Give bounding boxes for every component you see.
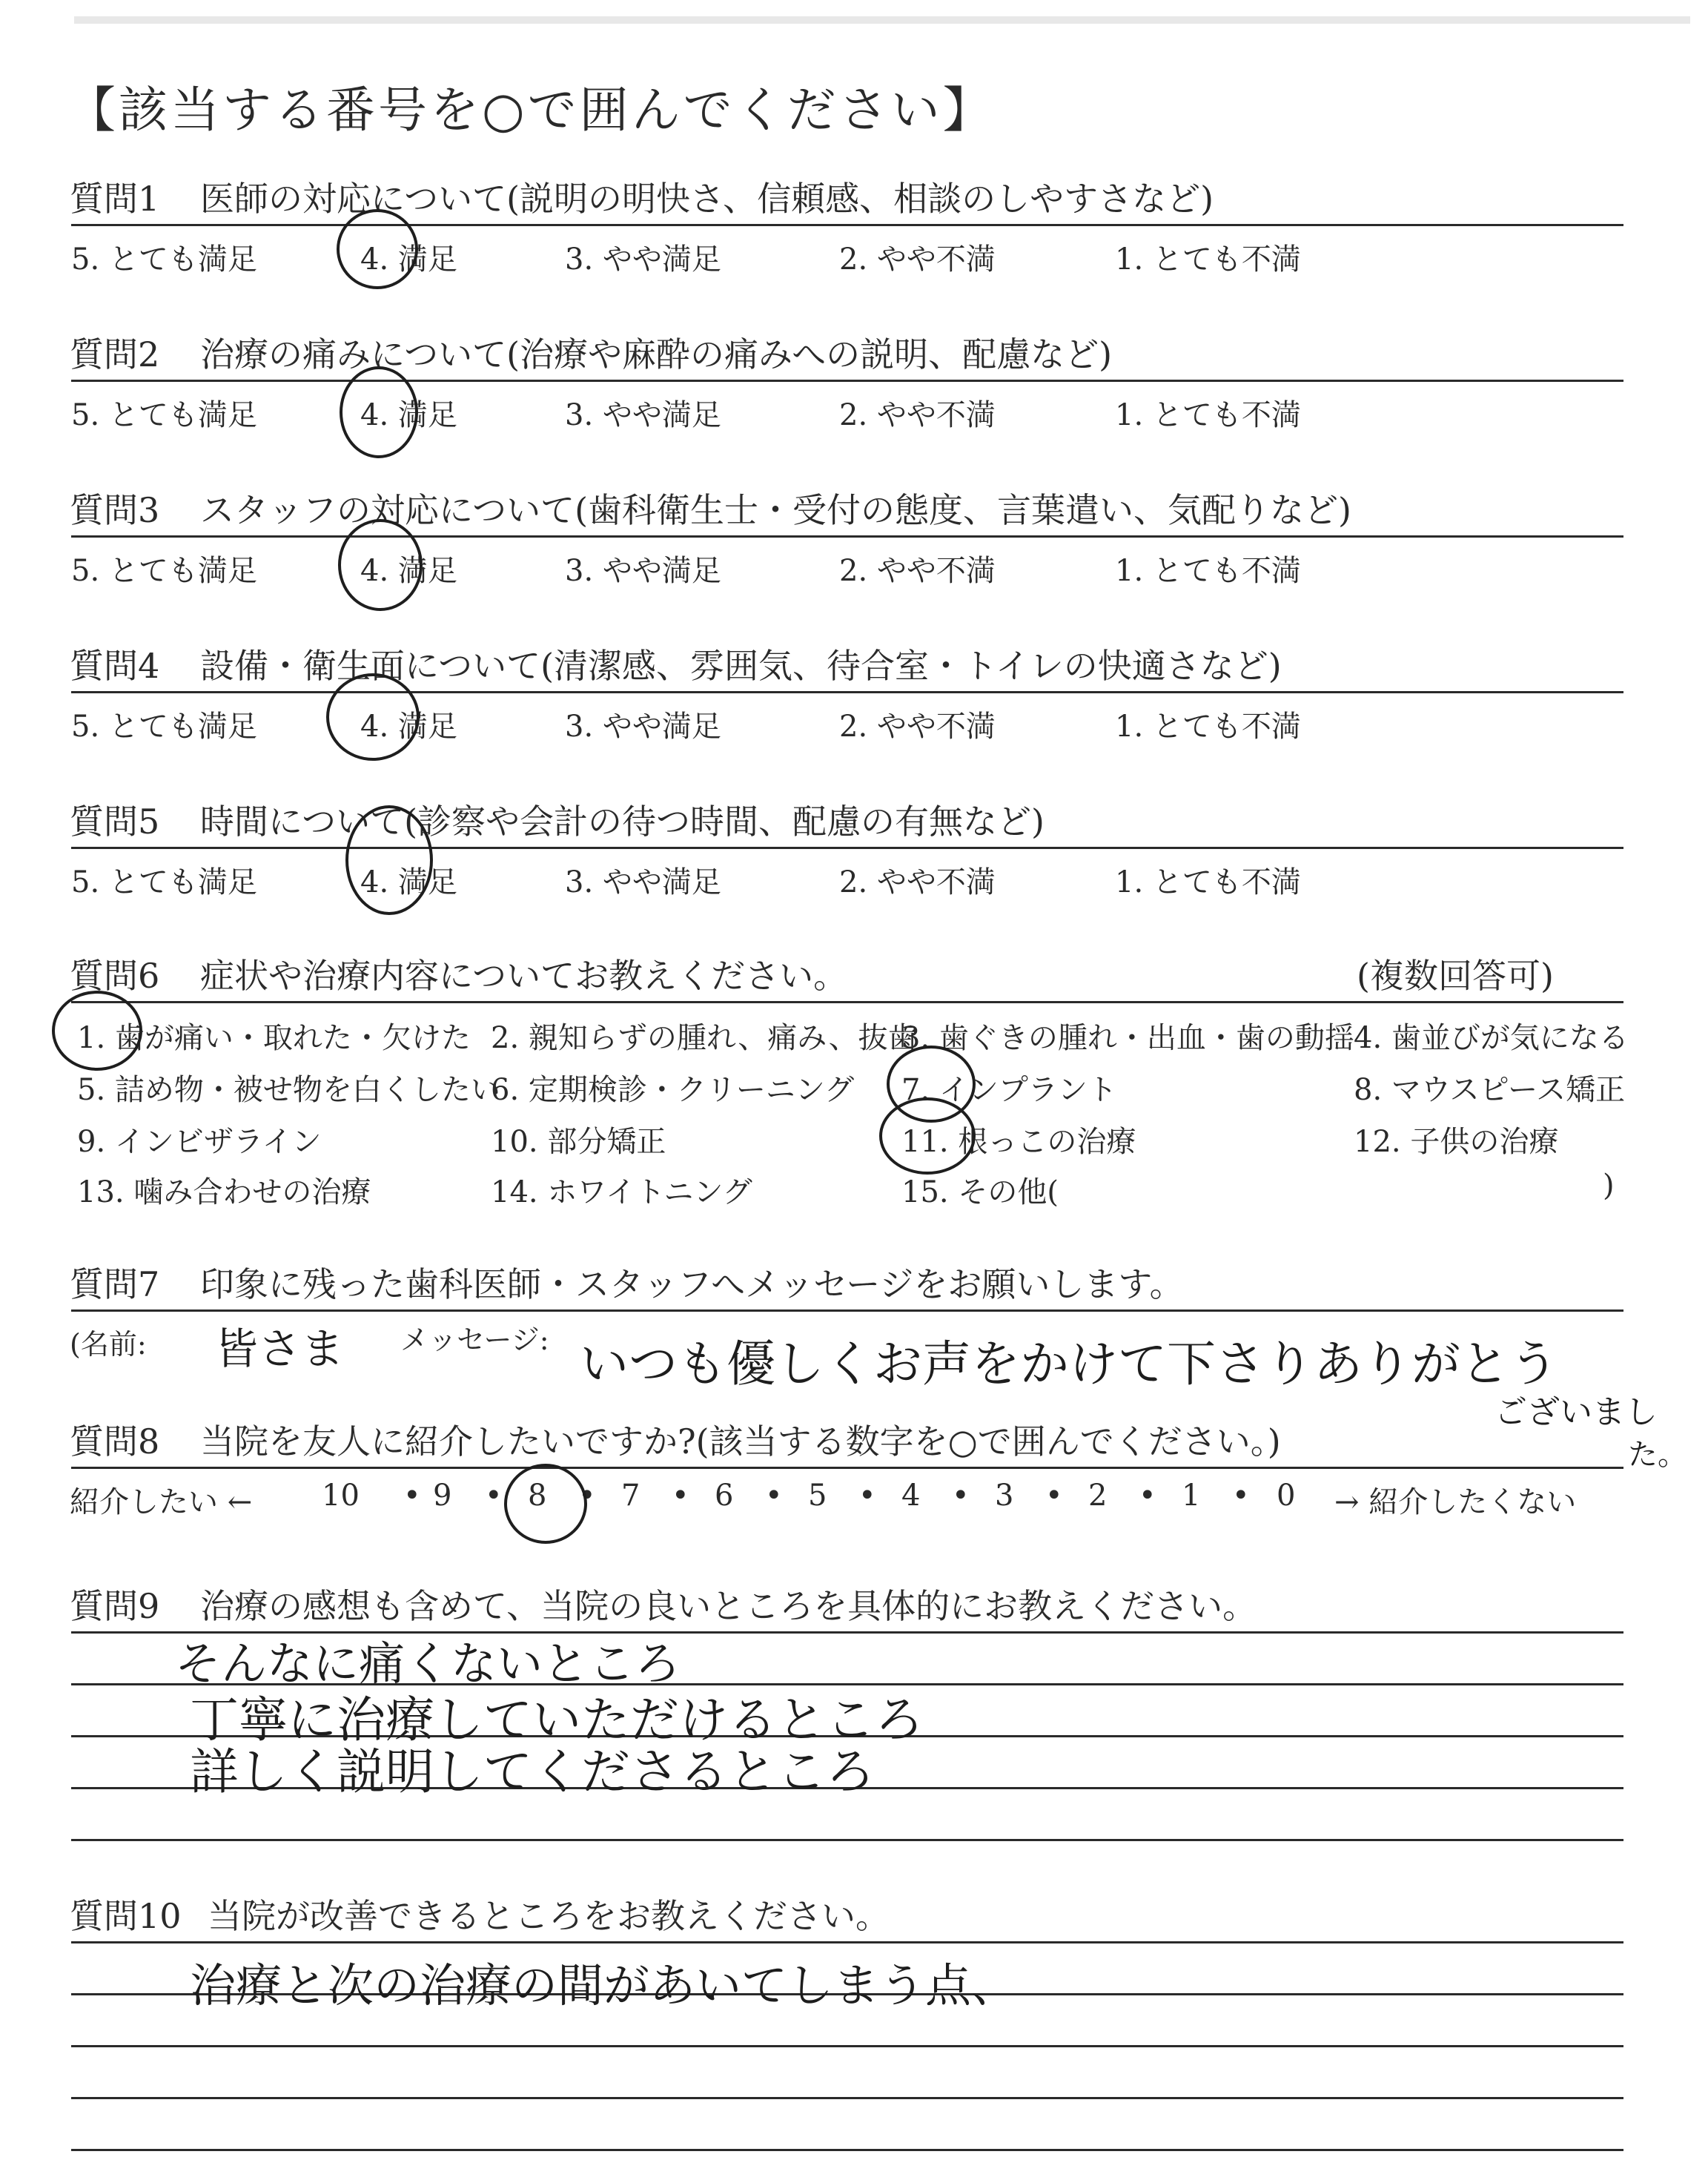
question-1-rule — [71, 224, 1623, 226]
q8-scale-2[interactable]: 2 — [1088, 1479, 1108, 1513]
q6-option-8[interactable]: 8. マウスピース矯正 — [1354, 1073, 1626, 1107]
q3-option-2[interactable]: 2. やや不満 — [839, 554, 996, 588]
q6-option-3[interactable]: 3. 歯ぐきの腫れ・出血・歯の動揺 — [901, 1021, 1354, 1055]
question-10-text: 当院が改善できるところをお教えください。 — [208, 1896, 890, 1936]
q8-scale-10[interactable]: 10 — [322, 1479, 360, 1513]
q6-option-5[interactable]: 5. 詰め物・被せ物を白くしたい — [77, 1073, 500, 1107]
question-1-text: 医師の対応について(説明の明快さ、信頼感、相談のしやすさなど) — [200, 179, 1214, 219]
q5-option-1[interactable]: 1. とても不満 — [1115, 865, 1301, 899]
q4-option-5[interactable]: 5. とても満足 — [71, 710, 257, 744]
q6-option-15-close: ) — [1603, 1169, 1615, 1203]
q6-option-13[interactable]: 13. 噛み合わせの治療 — [77, 1175, 371, 1209]
question-2-rule — [71, 380, 1623, 382]
question-10-rule-1 — [71, 1941, 1623, 1943]
q4-option-4[interactable]: 4. 満足 — [360, 710, 457, 744]
q4-option-3[interactable]: 3. やや満足 — [565, 710, 721, 744]
question-4-text: 設備・衛生面について(清潔感、雰囲気、待合室・トイレの快適さなど) — [200, 646, 1282, 686]
q2-option-1[interactable]: 1. とても不満 — [1115, 398, 1301, 432]
question-7-label: 質問7 — [70, 1264, 160, 1304]
q8-scale-8[interactable]: 8 — [528, 1479, 547, 1513]
question-9-rule-5 — [71, 1839, 1623, 1841]
question-3-label: 質問3 — [70, 490, 160, 530]
q8-selection-circle — [504, 1464, 587, 1544]
q8-scale-dot: • — [403, 1479, 421, 1513]
q6-selection-circle-1 — [52, 991, 142, 1071]
q5-option-4[interactable]: 4. 満足 — [360, 865, 457, 899]
question-8-text: 当院を友人に紹介したいですか?(該当する数字を○で囲んでください。) — [200, 1421, 1281, 1462]
q4-selection-circle — [326, 673, 420, 761]
q6-option-4[interactable]: 4. 歯並びが気になる — [1354, 1021, 1629, 1055]
q6-option-2[interactable]: 2. 親知らずの腫れ、痛み、抜歯 — [491, 1021, 918, 1055]
q4-option-1[interactable]: 1. とても不満 — [1115, 710, 1301, 744]
question-8-rule — [71, 1467, 1623, 1469]
q3-selection-circle — [338, 519, 423, 611]
q7-message-value[interactable]: いつも優しくお声をかけて下さりありがとう — [580, 1335, 1558, 1393]
q2-option-3[interactable]: 3. やや満足 — [565, 398, 721, 432]
q8-scale-dot: • — [765, 1479, 783, 1513]
q8-scale-3[interactable]: 3 — [995, 1479, 1014, 1513]
q2-option-4[interactable]: 4. 満足 — [360, 398, 457, 432]
q3-option-3[interactable]: 3. やや満足 — [565, 554, 721, 588]
q8-scale-dot: • — [578, 1479, 596, 1513]
q2-selection-circle — [340, 366, 418, 458]
question-3-rule — [71, 535, 1623, 538]
question-6-note: (複数回答可) — [1357, 956, 1554, 996]
question-9-label: 質問9 — [70, 1586, 160, 1626]
q6-option-10[interactable]: 10. 部分矯正 — [491, 1125, 666, 1159]
q8-scale-1[interactable]: 1 — [1182, 1479, 1201, 1513]
question-1-label: 質問1 — [70, 179, 160, 219]
q2-option-2[interactable]: 2. やや不満 — [839, 398, 996, 432]
q8-left-label: 紹介したい ← — [70, 1485, 253, 1519]
q5-selection-circle — [345, 805, 433, 915]
page-heading: 【該当する番号を○で囲んでください】 — [67, 82, 995, 139]
question-6-label: 質問6 — [70, 956, 160, 996]
q8-scale-dot: • — [1139, 1479, 1156, 1513]
q6-option-6[interactable]: 6. 定期検診・クリーニング — [491, 1073, 855, 1107]
q8-scale-0[interactable]: 0 — [1277, 1479, 1296, 1513]
q8-scale-4[interactable]: 4 — [901, 1479, 921, 1513]
q9-answer-1[interactable]: そんなに痛くないところ — [175, 1636, 681, 1691]
q8-scale-7[interactable]: 7 — [621, 1479, 640, 1513]
question-7-rule — [71, 1309, 1623, 1312]
q8-scale-dot: • — [1232, 1479, 1250, 1513]
q1-selection-circle — [337, 209, 418, 289]
q6-option-15[interactable]: 15. その他( — [901, 1175, 1059, 1209]
q8-right-label: → 紹介したくない — [1334, 1485, 1577, 1519]
question-10-rule-3 — [71, 2045, 1623, 2047]
q6-option-14[interactable]: 14. ホワイトニング — [491, 1175, 752, 1209]
q3-option-4[interactable]: 4. 満足 — [360, 554, 457, 588]
q8-scale-dot: • — [672, 1479, 689, 1513]
q1-option-2[interactable]: 2. やや不満 — [839, 242, 996, 277]
q8-scale-dot: • — [1045, 1479, 1063, 1513]
question-10-label: 質問10 — [70, 1896, 182, 1936]
q7-message-cont-2[interactable]: た。 — [1628, 1438, 1687, 1472]
q6-option-7[interactable]: 7. インプラント — [901, 1073, 1117, 1107]
q6-option-9[interactable]: 9. インビザライン — [77, 1125, 322, 1159]
q4-option-2[interactable]: 2. やや不満 — [839, 710, 996, 744]
question-5-text: 時間について(診察や会計の待つ時間、配慮の有無など) — [200, 802, 1045, 842]
q10-answer-1[interactable]: 治療と次の治療の間があいてしまう点、 — [190, 1958, 1018, 2012]
q6-option-12[interactable]: 12. 子供の治療 — [1354, 1125, 1559, 1159]
question-4-rule — [71, 691, 1623, 693]
q9-answer-2[interactable]: 丁寧に治療していただけるところ — [190, 1691, 924, 1748]
question-10-rule-4 — [71, 2097, 1623, 2099]
q1-option-5[interactable]: 5. とても満足 — [71, 242, 257, 277]
q8-scale-6[interactable]: 6 — [715, 1479, 734, 1513]
q7-message-label: メッセージ: — [400, 1324, 549, 1356]
q1-option-1[interactable]: 1. とても不満 — [1115, 242, 1301, 277]
q7-name-value[interactable]: 皆さま — [215, 1324, 345, 1374]
question-6-rule — [71, 1001, 1623, 1003]
q9-answer-3[interactable]: 詳しく説明してくださるところ — [190, 1743, 875, 1800]
q1-option-4[interactable]: 4. 満足 — [360, 242, 457, 277]
q6-option-1[interactable]: 1. 歯が痛い・取れた・欠けた — [77, 1021, 471, 1055]
q7-name-label: (名前: — [70, 1328, 147, 1361]
q2-option-5[interactable]: 5. とても満足 — [71, 398, 257, 432]
q8-scale-9[interactable]: 9 — [433, 1479, 452, 1513]
question-9-text: 治療の感想も含めて、当院の良いところを具体的にお教えください。 — [200, 1586, 1257, 1626]
q8-scale-dot: • — [952, 1479, 970, 1513]
scan-edge — [74, 16, 1690, 24]
q8-scale-5[interactable]: 5 — [808, 1479, 827, 1513]
q3-option-1[interactable]: 1. とても不満 — [1115, 554, 1301, 588]
q6-selection-circle-11 — [879, 1097, 976, 1175]
q1-option-3[interactable]: 3. やや満足 — [565, 242, 721, 277]
question-2-text: 治療の痛みについて(治療や麻酔の痛みへの説明、配慮など) — [200, 334, 1113, 374]
q7-message-cont-1[interactable]: ございまし — [1494, 1393, 1658, 1431]
question-4-label: 質問4 — [70, 646, 160, 686]
question-5-label: 質問5 — [70, 802, 160, 842]
q5-option-2[interactable]: 2. やや不満 — [839, 865, 996, 899]
question-7-text: 印象に残った歯科医師・スタッフへメッセージをお願いします。 — [200, 1264, 1184, 1304]
question-3-text: スタッフの対応について(歯科衛生士・受付の態度、言葉遣い、気配りなど) — [200, 490, 1351, 530]
q5-option-3[interactable]: 3. やや満足 — [565, 865, 721, 899]
question-5-rule — [71, 847, 1623, 849]
question-10-rule-5 — [71, 2149, 1623, 2151]
question-2-label: 質問2 — [70, 334, 160, 374]
q5-option-5[interactable]: 5. とても満足 — [71, 865, 257, 899]
q6-option-11[interactable]: 11. 根っこの治療 — [901, 1125, 1136, 1159]
question-8-label: 質問8 — [70, 1421, 160, 1462]
q3-option-5[interactable]: 5. とても満足 — [71, 554, 257, 588]
q8-scale-dot: • — [858, 1479, 876, 1513]
q8-scale-dot: • — [485, 1479, 503, 1513]
question-6-text: 症状や治療内容についてお教えください。 — [200, 956, 848, 996]
